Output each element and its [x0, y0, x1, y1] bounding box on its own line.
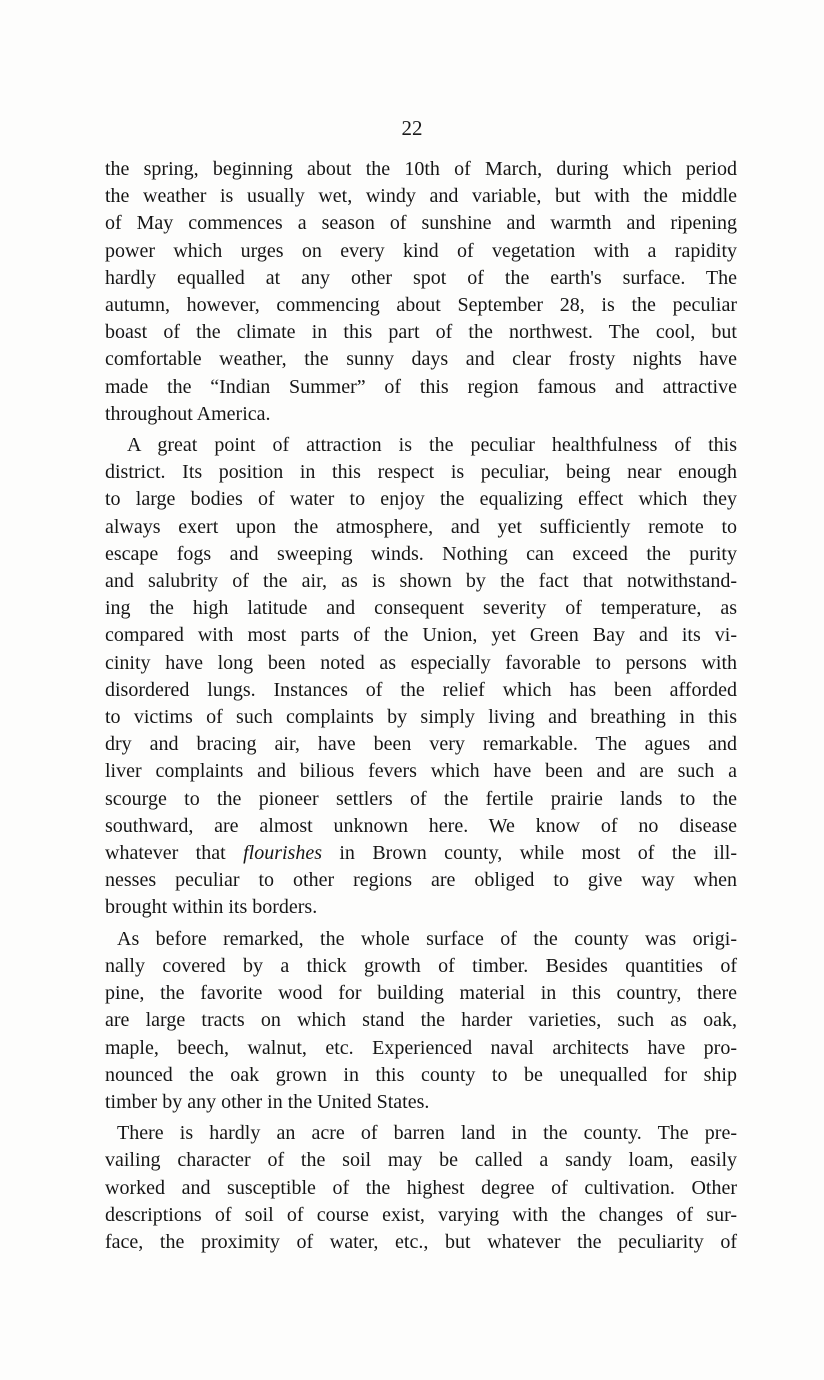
- text-line: autumn, however, commencing about September 28, is the peculiar: [105, 294, 737, 317]
- text-line: made the “Indian Summer” of this region famous and attractive: [105, 375, 737, 398]
- text-line: A great point of attraction is the peculiar healthfulness of this: [127, 434, 737, 457]
- text-line: descriptions of soil of course exist, varying with the changes of sur-: [105, 1203, 737, 1226]
- text-line: dry and bracing air, have been very remarkable. The agues and: [105, 733, 737, 756]
- text-line: comfortable weather, the sunny days and clear frosty nights have: [105, 348, 737, 371]
- text-line: district. Its position in this respect is peculiar, being near enough: [105, 461, 737, 484]
- text-line: hardly equalled at any other spot of the earth's surface. The: [105, 266, 737, 289]
- text-line-with-italic: whatever that flourishes in Brown county, while most of the ill-: [105, 842, 738, 865]
- text-line: the spring, beginning about the 10th of March, during which period: [105, 158, 737, 180]
- text-line: There is hardly an acre of barren land in the county. The pre-: [117, 1122, 737, 1145]
- text-line: always exert upon the atmosphere, and yet sufficiently remote to: [105, 515, 737, 538]
- text-line: cinity have long been noted as especially favorable to persons with: [105, 651, 737, 674]
- text-line: southward, are almost unknown here. We know of no disease: [105, 814, 737, 837]
- text-line: timber by any other in the United States.: [105, 1090, 430, 1113]
- text-line: are large tracts on which stand the harder varieties, such as oak,: [105, 1009, 737, 1032]
- text-line: of May commences a season of sunshine and warmth and ripening: [105, 212, 737, 235]
- text-line: liver complaints and bilious fevers which have been and are such a: [105, 760, 737, 783]
- text-line: disordered lungs. Instances of the relief which has been afforded: [105, 678, 737, 701]
- text-line: boast of the climate in this part of the northwest. The cool, but: [105, 321, 737, 344]
- page-number: 22: [401, 116, 423, 140]
- text-line: face, the proximity of water, etc., but whatever the peculiarity of: [105, 1230, 737, 1253]
- text-line: maple, beech, walnut, etc. Experienced naval architects have pro-: [105, 1036, 737, 1059]
- paragraph-climate: [105, 156, 737, 428]
- paragraph-health: [105, 432, 737, 922]
- body-text: [105, 156, 737, 1260]
- text-line: the weather is usually wet, windy and variable, but with the middle: [105, 185, 737, 208]
- text-line: worked and susceptible of the highest degree of cultivation. Other: [105, 1176, 737, 1199]
- text-line: to victims of such complaints by simply living and breathing in this: [105, 706, 737, 729]
- text-line: and salubrity of the air, as is shown by the fact that notwithstand-: [105, 570, 737, 593]
- text-line: brought within its borders.: [105, 896, 318, 919]
- text-line: As before remarked, the whole surface of the county was origi-: [117, 927, 737, 950]
- text-line: nally covered by a thick growth of timber. Besides quantities of: [105, 954, 737, 977]
- text-line: power which urges on every kind of vegetation with a rapidity: [105, 239, 737, 262]
- text-line: compared with most parts of the Union, yet Green Bay and its vi-: [105, 624, 737, 647]
- text-line: nounced the oak grown in this county to be unequalled for ship: [105, 1063, 737, 1086]
- text-line: throughout America.: [105, 402, 271, 425]
- text-line: ing the high latitude and consequent severity of temperature, as: [105, 597, 737, 620]
- text-line: scourge to the pioneer settlers of the fertile prairie lands to the: [105, 787, 737, 810]
- italic-emphasis: flourishes: [243, 842, 322, 865]
- text-line: pine, the favorite wood for building material in this country, there: [105, 982, 737, 1005]
- text-line: nesses peculiar to other regions are obliged to give way when: [105, 869, 737, 892]
- text-line: escape fogs and sweeping winds. Nothing can exceed the purity: [105, 542, 737, 565]
- text-line: vailing character of the soil may be called a sandy loam, easily: [105, 1149, 737, 1172]
- paragraph-timber: [105, 926, 737, 1116]
- text-line: to large bodies of water to enjoy the equalizing effect which they: [105, 488, 737, 511]
- paragraph-soil: [105, 1120, 737, 1256]
